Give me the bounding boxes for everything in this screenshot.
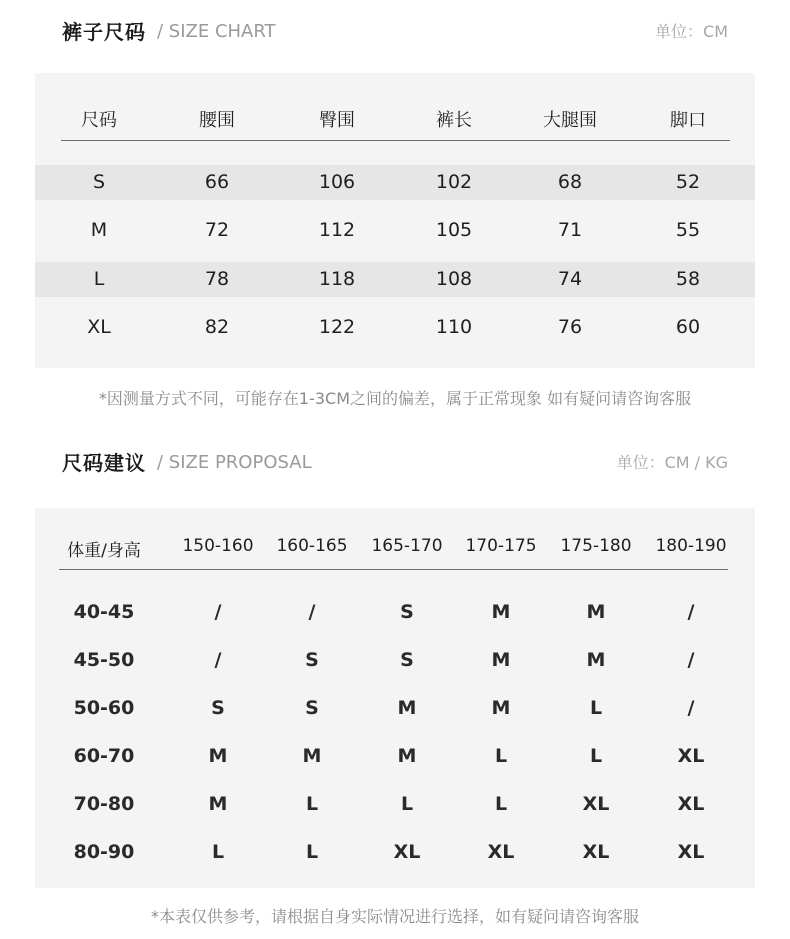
table-cell: XL bbox=[87, 316, 111, 338]
table-cell: 66 bbox=[204, 171, 230, 193]
table-cell: M bbox=[586, 649, 606, 671]
column-header: 尺码 bbox=[81, 110, 117, 131]
weight-range: 70-80 bbox=[73, 793, 135, 815]
table-cell: 106 bbox=[318, 171, 356, 193]
table-cell: L bbox=[211, 841, 225, 863]
table-cell: 82 bbox=[204, 316, 230, 338]
table-cell: / bbox=[687, 697, 695, 719]
table-cell: XL bbox=[487, 841, 515, 863]
column-header: 160-165 bbox=[276, 536, 348, 556]
table-cell: 55 bbox=[675, 219, 701, 241]
weight-range: 45-50 bbox=[73, 649, 135, 671]
size-proposal-title: 尺码建议 bbox=[62, 451, 146, 475]
column-header: 180-190 bbox=[655, 536, 727, 556]
header-divider bbox=[61, 140, 730, 141]
table-cell: S bbox=[211, 697, 225, 719]
table-cell: 74 bbox=[557, 268, 583, 290]
size-proposal-header bbox=[62, 448, 728, 478]
table-cell: 60 bbox=[675, 316, 701, 338]
table-cell: S bbox=[305, 697, 319, 719]
size-chart-header bbox=[62, 17, 728, 47]
weight-range: 40-45 bbox=[73, 601, 135, 623]
table-cell: S bbox=[400, 601, 414, 623]
column-header: 150-160 bbox=[182, 536, 254, 556]
table-cell: 72 bbox=[204, 219, 230, 241]
table-cell: / bbox=[214, 601, 222, 623]
size-chart-note: *因测量方式不同，可能存在1-3CM之间的偏差，属于正常现象 如有疑问请咨询客服 bbox=[98, 389, 692, 408]
table-cell: S bbox=[92, 171, 106, 193]
column-header: 臀围 bbox=[319, 110, 355, 131]
table-cell: L bbox=[305, 793, 319, 815]
table-cell: XL bbox=[582, 793, 610, 815]
table-cell: M bbox=[491, 697, 511, 719]
table-cell: M bbox=[491, 601, 511, 623]
table-cell: M bbox=[397, 697, 417, 719]
table-cell: XL bbox=[582, 841, 610, 863]
column-header: 体重/身高 bbox=[67, 541, 141, 561]
table-cell: L bbox=[400, 793, 414, 815]
size-proposal-subtitle: / SIZE PROPOSAL bbox=[157, 452, 312, 473]
column-header: 脚口 bbox=[670, 110, 706, 131]
table-cell: 68 bbox=[557, 171, 583, 193]
table-cell: XL bbox=[393, 841, 421, 863]
size-chart-subtitle: / SIZE CHART bbox=[157, 21, 276, 42]
table-cell: XL bbox=[677, 745, 705, 767]
table-cell: 52 bbox=[675, 171, 701, 193]
column-header: 腰围 bbox=[199, 110, 235, 131]
table-cell: S bbox=[400, 649, 414, 671]
size-proposal-note: *本表仅供参考，请根据自身实际情况进行选择，如有疑问请咨询客服 bbox=[150, 907, 639, 926]
column-header: 170-175 bbox=[465, 536, 537, 556]
size-proposal-table bbox=[35, 508, 755, 888]
table-cell: 58 bbox=[675, 268, 701, 290]
table-cell: M bbox=[208, 793, 228, 815]
table-cell: 105 bbox=[435, 219, 473, 241]
column-header: 165-170 bbox=[371, 536, 443, 556]
table-cell: L bbox=[589, 697, 603, 719]
size-chart-title: 裤子尺码 bbox=[62, 20, 146, 44]
table-cell: 118 bbox=[318, 268, 356, 290]
header-divider bbox=[59, 569, 728, 570]
table-cell: L bbox=[589, 745, 603, 767]
table-cell: M bbox=[491, 649, 511, 671]
table-cell: 76 bbox=[557, 316, 583, 338]
size-chart-unit: 单位：CM bbox=[655, 22, 728, 41]
size-chart-table bbox=[35, 73, 755, 368]
row-stripe bbox=[35, 165, 755, 200]
table-cell: 78 bbox=[204, 268, 230, 290]
table-cell: 112 bbox=[318, 219, 356, 241]
column-header: 大腿围 bbox=[543, 110, 597, 131]
table-cell: M bbox=[208, 745, 228, 767]
column-header: 裤长 bbox=[436, 110, 472, 131]
table-cell: 71 bbox=[557, 219, 583, 241]
table-cell: L bbox=[305, 841, 319, 863]
table-cell: XL bbox=[677, 793, 705, 815]
table-cell: M bbox=[90, 219, 108, 241]
table-cell: L bbox=[93, 268, 105, 290]
table-cell: 122 bbox=[318, 316, 356, 338]
table-cell: / bbox=[214, 649, 222, 671]
table-cell: M bbox=[397, 745, 417, 767]
table-cell: / bbox=[687, 649, 695, 671]
table-cell: M bbox=[302, 745, 322, 767]
table-cell: 102 bbox=[435, 171, 473, 193]
row-stripe bbox=[35, 262, 755, 297]
weight-range: 80-90 bbox=[73, 841, 135, 863]
column-header: 175-180 bbox=[560, 536, 632, 556]
table-cell: XL bbox=[677, 841, 705, 863]
table-cell: L bbox=[494, 793, 508, 815]
table-cell: / bbox=[308, 601, 316, 623]
table-cell: M bbox=[586, 601, 606, 623]
table-cell: L bbox=[494, 745, 508, 767]
weight-range: 60-70 bbox=[73, 745, 135, 767]
table-cell: 110 bbox=[435, 316, 473, 338]
table-cell: / bbox=[687, 601, 695, 623]
size-proposal-unit: 单位：CM / KG bbox=[616, 453, 728, 472]
weight-range: 50-60 bbox=[73, 697, 135, 719]
table-cell: S bbox=[305, 649, 319, 671]
table-cell: 108 bbox=[435, 268, 473, 290]
